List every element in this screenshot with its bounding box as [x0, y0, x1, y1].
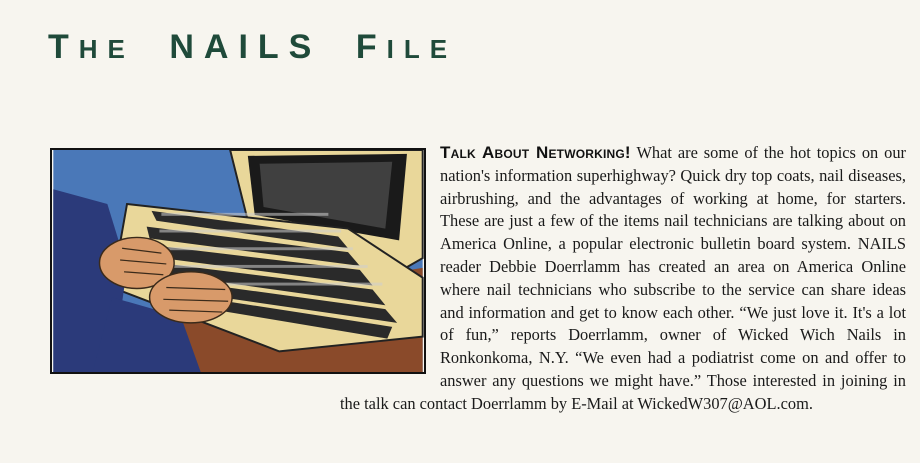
article-body	[340, 142, 906, 442]
article-text: What are some of the hot topics on our nation's information superhighway? Quick dry top coats, nail diseases, airbrushing, and the advantages of working at home, for starters. These are just a few of the items nail technicians are talking about on America Online, a popular electronic bulletin board system. NAILS reader Debbie Doerrlamm has created an area on America Online where nail technicians who subscribe to the service can share ideas and information and get to know each other. “We just love it. It's a lot of fun,” reports Doerrlamm, owner of Wicked Wich Nails in Ronkonkoma, N.Y. “We even had a podiatrist come on and offer to answer any questions we might have.” Those interested in joining in the talk can contact Doerrlamm by E-Mail at WickedW307@AOL.com.	[340, 143, 907, 413]
article-headline: Talk About Networking!	[440, 143, 631, 162]
right-hand	[150, 272, 233, 323]
title-word-the: THE	[48, 28, 135, 66]
column-title	[48, 30, 457, 64]
title-the-rest: HE	[78, 34, 135, 64]
text-wrap-spacer	[340, 142, 440, 372]
title-word-nails: NAILS	[169, 28, 322, 66]
title-word-file: FILE	[355, 28, 458, 66]
